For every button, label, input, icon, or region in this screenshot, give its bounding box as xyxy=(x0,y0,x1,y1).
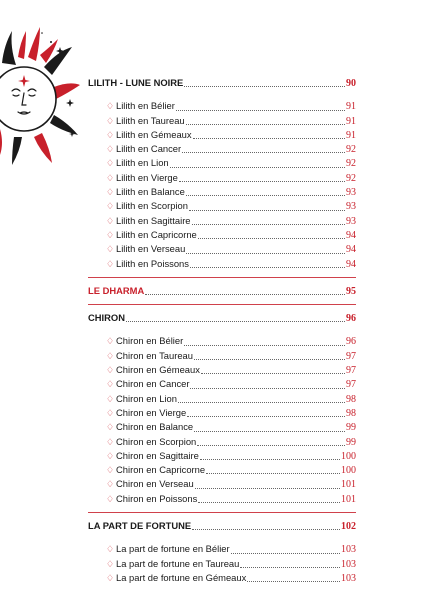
sun-disc xyxy=(0,67,56,131)
page-number: 93 xyxy=(346,187,356,199)
entry-label: Lilith en Balance xyxy=(116,186,185,198)
toc-entry[interactable] xyxy=(88,492,356,506)
toc-entry[interactable] xyxy=(88,214,356,228)
dot-leader xyxy=(190,388,345,389)
page-number: 97 xyxy=(346,379,356,391)
page-number: 101 xyxy=(341,493,356,505)
toc-entry[interactable] xyxy=(88,114,356,128)
diamond-bullet-icon: ♢ xyxy=(106,365,115,376)
diamond-bullet-icon: ♢ xyxy=(106,350,115,361)
diamond-bullet-icon: ♢ xyxy=(106,422,115,433)
page-number: 100 xyxy=(341,465,356,477)
toc-entry[interactable] xyxy=(88,185,356,199)
dot-leader xyxy=(194,431,345,432)
toc-entry[interactable] xyxy=(88,463,356,477)
section-divider xyxy=(88,512,356,513)
dot-leader xyxy=(186,253,345,254)
toc-entry[interactable] xyxy=(88,99,356,113)
page-number: 96 xyxy=(346,313,356,325)
entry-label: Chiron en Verseau xyxy=(116,478,194,490)
toc-entry[interactable] xyxy=(88,542,356,556)
entry-label: Lilith en Cancer xyxy=(116,143,182,155)
entry-label: Chiron en Balance xyxy=(116,421,194,433)
page-number: 92 xyxy=(346,158,356,170)
toc-entry[interactable] xyxy=(88,392,356,406)
page-number: 94 xyxy=(346,244,356,256)
dot-leader xyxy=(145,294,345,295)
entry-label: Chiron en Scorpion xyxy=(116,435,197,447)
sun-face-illustration xyxy=(0,25,80,165)
entry-label: CHIRON xyxy=(88,312,125,324)
dot-leader xyxy=(200,459,340,460)
page-number: 95 xyxy=(346,285,356,297)
entry-label: Chiron en Bélier xyxy=(116,335,184,347)
page-number: 91 xyxy=(346,101,356,113)
page-number: 100 xyxy=(341,450,356,462)
diamond-bullet-icon: ♢ xyxy=(106,244,115,255)
diamond-bullet-icon: ♢ xyxy=(106,544,115,555)
diamond-bullet-icon: ♢ xyxy=(106,201,115,212)
page-number: 98 xyxy=(346,407,356,419)
page-number: 101 xyxy=(341,479,356,491)
entry-label: Chiron en Cancer xyxy=(116,378,190,390)
entry-label: Lilith en Lion xyxy=(116,157,169,169)
page-number: 98 xyxy=(346,393,356,405)
diamond-bullet-icon: ♢ xyxy=(106,379,115,390)
toc-entry[interactable] xyxy=(88,571,356,585)
toc-entry[interactable] xyxy=(88,420,356,434)
diamond-bullet-icon: ♢ xyxy=(106,129,115,140)
dot-leader xyxy=(231,553,340,554)
toc-entry[interactable] xyxy=(88,349,356,363)
dot-leader xyxy=(193,138,345,139)
page-number: 94 xyxy=(346,258,356,270)
toc-section-heading[interactable] xyxy=(88,284,356,298)
page-number: 96 xyxy=(346,336,356,348)
entry-label: Lilith en Sagittaire xyxy=(116,214,191,226)
toc-entry[interactable] xyxy=(88,142,356,156)
dot-leader xyxy=(186,124,345,125)
dot-leader xyxy=(178,402,345,403)
entry-label: LILITH - LUNE NOIRE xyxy=(88,77,184,88)
page-number: 90 xyxy=(346,78,356,89)
diamond-bullet-icon: ♢ xyxy=(106,493,115,504)
entry-label: Lilith en Scorpion xyxy=(116,200,188,212)
entry-label: Lilith en Poissons xyxy=(116,257,189,269)
entry-label: Chiron en Poissons xyxy=(116,492,198,504)
page-number: 103 xyxy=(341,572,356,584)
toc-entry[interactable] xyxy=(88,477,356,491)
dot-leader xyxy=(247,581,340,582)
toc-entry[interactable] xyxy=(88,156,356,170)
page-number: 99 xyxy=(346,436,356,448)
toc-entry[interactable] xyxy=(88,257,356,271)
diamond-bullet-icon: ♢ xyxy=(106,229,115,240)
dot-leader xyxy=(201,373,345,374)
diamond-bullet-icon: ♢ xyxy=(106,158,115,169)
toc-entry[interactable] xyxy=(88,199,356,213)
dot-leader xyxy=(170,167,345,168)
page-number: 93 xyxy=(346,215,356,227)
diamond-bullet-icon: ♢ xyxy=(106,144,115,155)
page-number: 93 xyxy=(346,201,356,213)
page-number: 103 xyxy=(341,544,356,556)
section-divider xyxy=(88,277,356,278)
dot-leader xyxy=(190,267,345,268)
dot-leader xyxy=(176,110,345,111)
dot-leader xyxy=(189,210,345,211)
dot-leader xyxy=(194,359,345,360)
entry-label: Lilith en Vierge xyxy=(116,171,178,183)
diamond-bullet-icon: ♢ xyxy=(106,215,115,226)
dot-leader xyxy=(192,529,340,530)
diamond-bullet-icon: ♢ xyxy=(106,336,115,347)
diamond-bullet-icon: ♢ xyxy=(106,172,115,183)
entry-label: Chiron en Vierge xyxy=(116,406,187,418)
toc-entry[interactable] xyxy=(88,228,356,242)
entry-label: Lilith en Verseau xyxy=(116,243,186,255)
dot-leader xyxy=(198,502,340,503)
page-number: 97 xyxy=(346,350,356,362)
dot-leader xyxy=(206,473,340,474)
entry-label: Lilith en Taureau xyxy=(116,114,185,126)
diamond-bullet-icon: ♢ xyxy=(106,450,115,461)
page-number: 91 xyxy=(346,129,356,141)
diamond-bullet-icon: ♢ xyxy=(106,407,115,418)
diamond-bullet-icon: ♢ xyxy=(106,572,115,583)
dot-leader xyxy=(179,181,345,182)
dot-leader xyxy=(198,238,345,239)
toc-entry[interactable] xyxy=(88,406,356,420)
toc-entry[interactable] xyxy=(88,557,356,571)
toc-section-heading[interactable] xyxy=(88,311,356,325)
entry-label: Lilith en Gémeaux xyxy=(116,128,192,140)
page-number: 91 xyxy=(346,115,356,127)
dot-leader xyxy=(195,488,340,489)
toc-entry[interactable] xyxy=(88,449,356,463)
page-number: 92 xyxy=(346,172,356,184)
entry-label: Chiron en Gémeaux xyxy=(116,364,200,376)
diamond-bullet-icon: ♢ xyxy=(106,393,115,404)
diamond-bullet-icon: ♢ xyxy=(106,436,115,447)
toc-section-heading[interactable] xyxy=(88,76,356,90)
toc-entry[interactable] xyxy=(88,334,356,348)
entry-label: Lilith en Bélier xyxy=(116,100,175,112)
toc-entry[interactable] xyxy=(88,435,356,449)
diamond-bullet-icon: ♢ xyxy=(106,258,115,269)
dot-leader xyxy=(182,152,345,153)
dot-leader xyxy=(186,195,345,196)
page-number: 103 xyxy=(341,558,356,570)
entry-label: Chiron en Taureau xyxy=(116,349,193,361)
dot-leader xyxy=(197,445,345,446)
entry-label: Chiron en Capricorne xyxy=(116,464,206,476)
toc-entry[interactable] xyxy=(88,377,356,391)
dot-leader xyxy=(126,321,345,322)
toc-section-heading[interactable] xyxy=(88,519,356,533)
entry-label: Lilith en Capricorne xyxy=(116,228,197,240)
diamond-bullet-icon: ♢ xyxy=(106,465,115,476)
dot-leader xyxy=(184,345,345,346)
page-number: 94 xyxy=(346,229,356,241)
dot-leader xyxy=(184,86,345,87)
entry-label: Chiron en Sagittaire xyxy=(116,449,199,461)
diamond-bullet-icon: ♢ xyxy=(106,115,115,126)
diamond-bullet-icon: ♢ xyxy=(106,101,115,112)
page-number: 99 xyxy=(346,422,356,434)
dot-leader xyxy=(192,224,345,225)
toc-entry[interactable] xyxy=(88,128,356,142)
entry-label: Chiron en Lion xyxy=(116,392,177,404)
diamond-bullet-icon: ♢ xyxy=(106,558,115,569)
diamond-bullet-icon: ♢ xyxy=(106,187,115,198)
entry-label: LE DHARMA xyxy=(88,284,145,296)
page-number: 102 xyxy=(341,521,356,533)
dot-leader xyxy=(187,416,345,417)
entry-label: La part de fortune en Bélier xyxy=(116,543,230,555)
entry-label: La part de fortune en Taureau xyxy=(116,557,240,569)
toc-entry[interactable] xyxy=(88,171,356,185)
section-divider xyxy=(88,304,356,305)
table-of-contents xyxy=(88,76,356,585)
page-number: 92 xyxy=(346,144,356,156)
dot-leader xyxy=(240,567,340,568)
entry-label: La part de fortune en Gémeaux xyxy=(116,571,247,583)
entry-label: LA PART DE FORTUNE xyxy=(88,520,192,532)
page-number: 97 xyxy=(346,365,356,377)
toc-entry[interactable] xyxy=(88,242,356,256)
toc-entry[interactable] xyxy=(88,363,356,377)
diamond-bullet-icon: ♢ xyxy=(106,479,115,490)
